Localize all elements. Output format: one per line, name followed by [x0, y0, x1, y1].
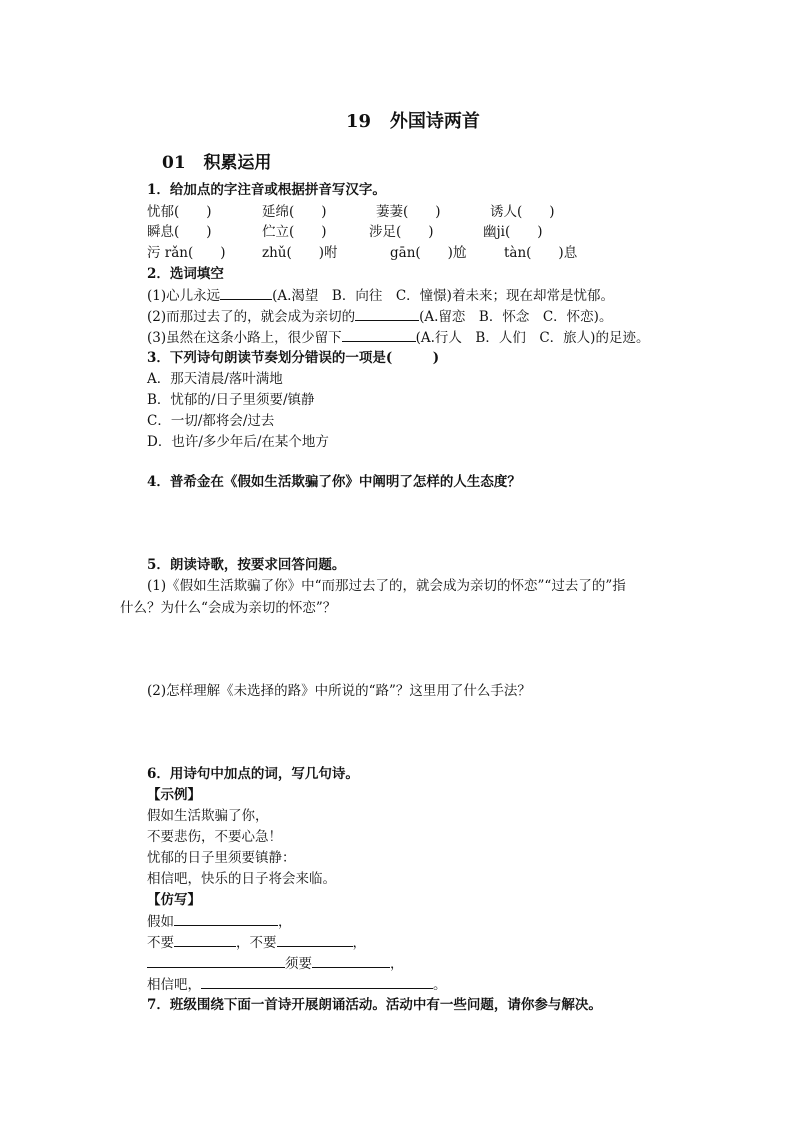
q5-part-1: (1)《假如生活欺骗了你》中“而那过去了的，就会成为亲切的怀恋”“过去了的”指	[147, 578, 626, 594]
q1-item: 萋萋( )	[376, 204, 441, 220]
page-title	[346, 107, 480, 133]
fill-blank[interactable]	[174, 911, 278, 926]
q3-option[interactable]: C．一切/都将会/过去	[147, 413, 275, 429]
q3-option[interactable]: D．也许/多少年后/在某个地方	[147, 434, 329, 450]
q1-item: 幽ji( )	[483, 224, 543, 240]
q2-sentence-3: (3)虽然在这条小路上，很少留下 (A.行人 B．人们 C．旅人)的足迹。	[147, 327, 649, 348]
q4-stem: 4．普希金在《假如生活欺骗了你》中阐明了怎样的人生态度？	[147, 474, 521, 490]
imitate-line-2: 不要 ，不要 ，	[147, 932, 366, 953]
fill-blank[interactable]	[174, 932, 236, 947]
fill-blank[interactable]	[220, 285, 272, 300]
fill-blank[interactable]	[355, 306, 419, 321]
example-label: 【示例】	[147, 787, 201, 803]
imitate-line-1: 假如 ，	[147, 911, 292, 932]
fill-blank[interactable]	[201, 974, 433, 989]
example-line: 不要悲伤，不要心急！	[147, 829, 282, 845]
q1-item: 伫立( )	[262, 224, 327, 240]
imitate-line-4: 相信吧， 。	[147, 974, 447, 995]
q1-item: 污 rǎn( )	[147, 245, 226, 261]
q1-item: 诱人( )	[490, 204, 555, 220]
q2-stem: 2．选词填空	[147, 266, 224, 282]
q1-stem: 1．给加点的字注音或根据拼音写汉字。	[147, 182, 386, 198]
section-heading	[162, 148, 271, 173]
q1-item: 忧郁( )	[147, 204, 212, 220]
q5-part-2: (2)怎样理解《未选择的路》中所说的“路”？这里用了什么手法？	[147, 683, 531, 699]
q3-option[interactable]: B．忧郁的/日子里须要/镇静	[147, 392, 315, 408]
q1-item: tàn( )息	[504, 245, 578, 261]
q1-item: 延绵( )	[262, 204, 327, 220]
q5-part-1-cont: 什么？为什么“会成为亲切的怀恋”？	[120, 600, 337, 616]
imitate-label: 【仿写】	[147, 892, 201, 908]
section-number: 01	[162, 153, 186, 173]
example-line: 假如生活欺骗了你，	[147, 808, 269, 824]
q2-sentence-2: (2)而那过去了的，就会成为亲切的 (A.留恋 B．怀念 C．怀恋)。	[147, 306, 612, 327]
fill-blank[interactable]	[147, 953, 285, 968]
q3-option[interactable]: A．那天清晨/落叶满地	[147, 371, 283, 387]
q6-stem: 6．用诗句中加点的词，写几句诗。	[147, 766, 359, 782]
imitate-line-3: 须要 ，	[147, 953, 404, 974]
q1-item: 涉足( )	[369, 224, 434, 240]
fill-blank[interactable]	[342, 327, 416, 342]
q2-sentence-1: (1)心儿永远 (A.渴望 B．向往 C．憧憬)着未来；现在却常是忧郁。	[147, 285, 614, 306]
fill-blank[interactable]	[312, 953, 390, 968]
q5-stem: 5．朗读诗歌，按要求回答问题。	[147, 557, 346, 573]
fill-blank[interactable]	[277, 932, 353, 947]
example-line: 相信吧，快乐的日子将会来临。	[147, 871, 336, 887]
lesson-number: 19	[346, 111, 372, 132]
q1-item: gān( )尬	[390, 245, 467, 261]
q3-stem: 3．下列诗句朗读节奏划分错误的一项是( )	[147, 350, 440, 366]
lesson-title: 外国诗两首	[389, 111, 480, 132]
example-line: 忧郁的日子里须要镇静：	[147, 850, 296, 866]
section-title: 积累运用	[203, 153, 272, 173]
q1-item: 瞬息( )	[147, 224, 212, 240]
q7-stem: 7．班级围绕下面一首诗开展朗诵活动。活动中有一些问题，请你参与解决。	[147, 997, 602, 1013]
q1-item: zhǔ( )咐	[262, 245, 338, 261]
